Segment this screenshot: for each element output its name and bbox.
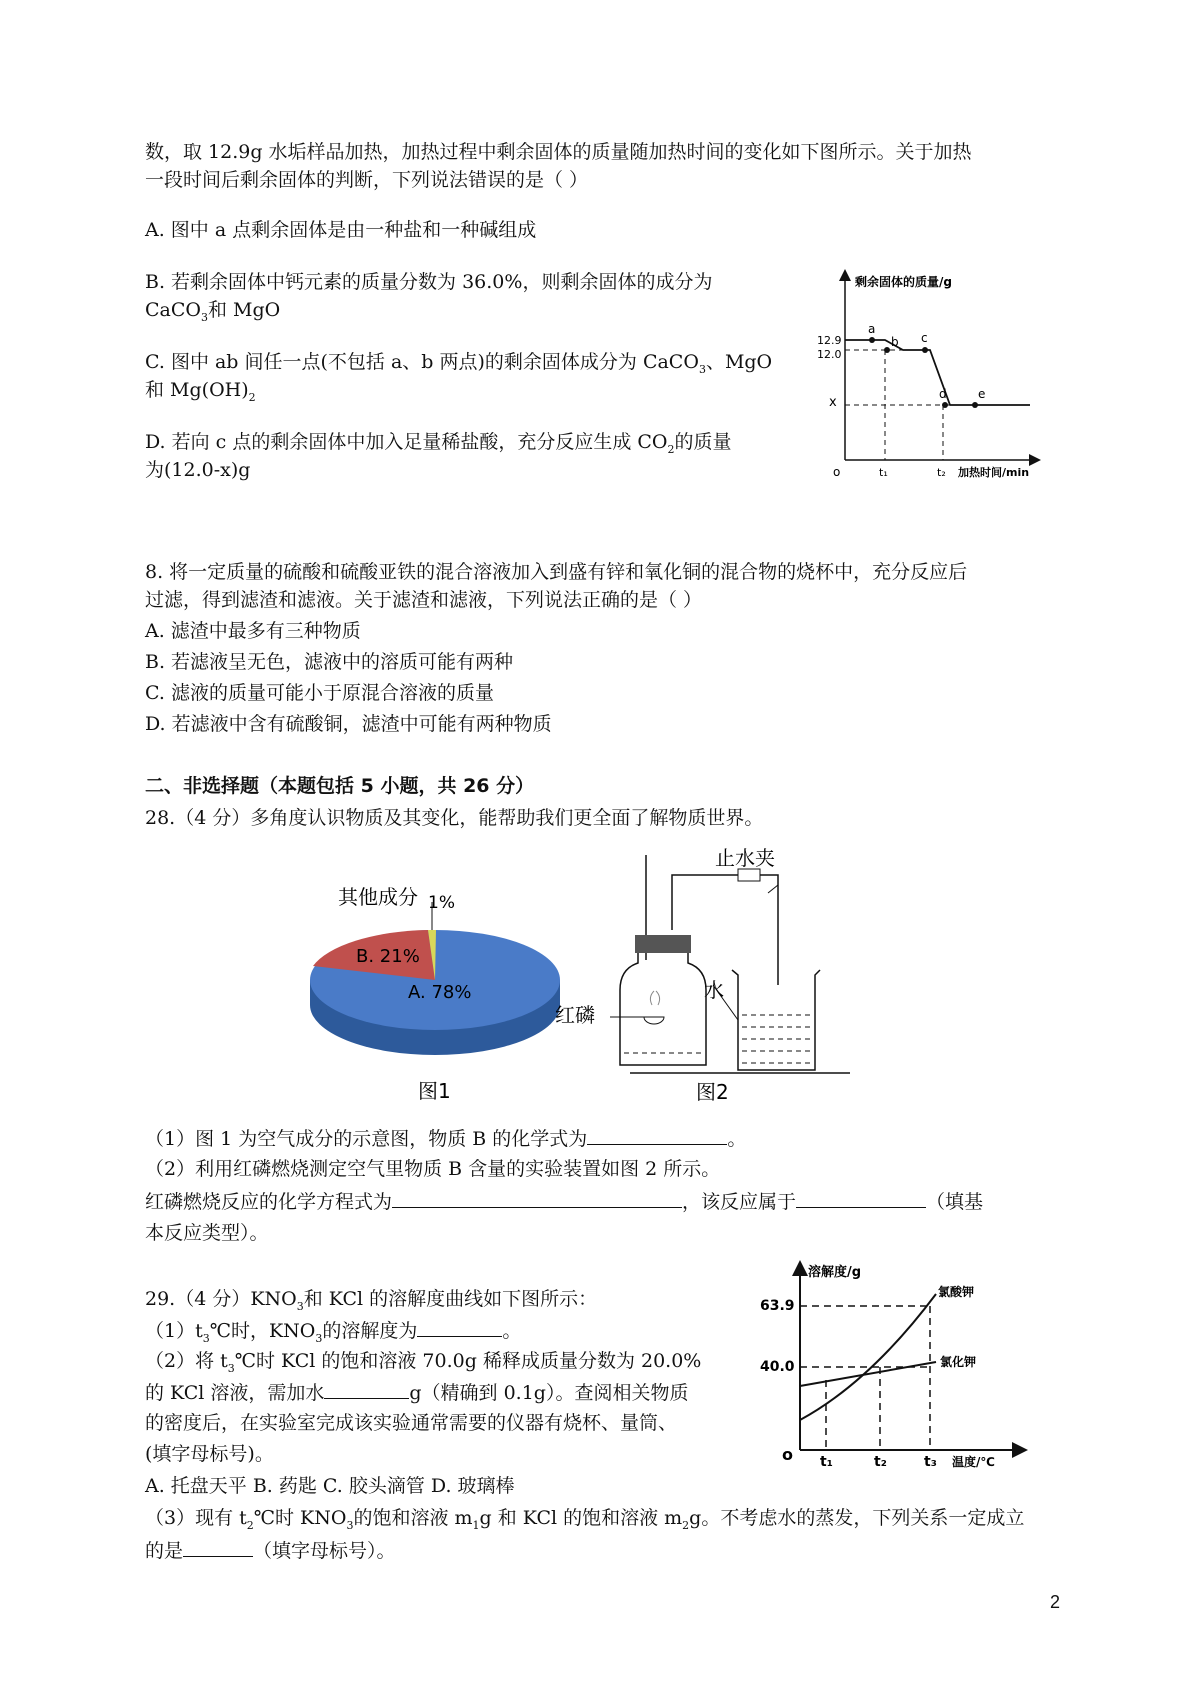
q28-part2: （2）利用红磷燃烧测定空气里物质 B 含量的实验装置如图 2 所示。 — [145, 1158, 721, 1180]
x-tick-t1: t₁ — [820, 1454, 833, 1470]
label-phosphorus: 红磷 — [555, 1003, 595, 1027]
solubility-graph — [760, 1262, 1030, 1472]
y-tick-63.9: 63.9 — [760, 1298, 795, 1314]
glass-tube-down — [755, 875, 778, 985]
answer-blank-water[interactable] — [324, 1380, 409, 1399]
q29-part2-line2: 的 KCl 溶液，需加水 g（精确到 0.1g）。查阅相关物质 — [145, 1382, 689, 1404]
answer-blank-equation[interactable] — [392, 1189, 682, 1208]
x-tick-t2: t₂ — [937, 466, 946, 479]
q29-part1: $(1)t_3℃$时，$KNO_3$的溶解度为 。 — [145, 1320, 522, 1345]
label-other-pct: 1% — [428, 893, 455, 913]
q28-part1: （1）图 1 为空气成分的示意图，物质 B 的化学式为 。 — [145, 1128, 747, 1150]
combustion-spoon — [644, 1017, 664, 1024]
q29-part3-line2: 的是 （填字母标号）。 — [145, 1540, 396, 1562]
curve-kcl — [800, 1362, 936, 1386]
q28-part2-line3: 本反应类型）。 — [145, 1222, 269, 1244]
y-tick-12.0: 12.0 — [817, 348, 842, 361]
q8-option-d: D. 若滤液中含有硫酸铜，滤渣中可能有两种物质 — [145, 713, 552, 735]
stopper — [635, 935, 691, 953]
label-clamp: 止水夹 — [715, 846, 775, 870]
curve-kno3 — [800, 1294, 936, 1420]
y-axis-label: 剩余固体的质量/g — [855, 275, 952, 289]
q7-option-b-line2: CaCO$_3$和 MgO — [145, 299, 281, 324]
q7-line1: 数，取 12.9g 水垢样品加热，加热过程中剩余固体的质量随加热时间的变化如下图所示。关于加热 — [145, 141, 972, 163]
q7-option-c-line2: 和 $Mg(OH)_2$ — [145, 379, 256, 404]
phosphorus-apparatus — [555, 846, 940, 1110]
label-c: c — [921, 331, 928, 345]
origin-label: o — [833, 465, 841, 479]
y-tick-x: x — [829, 395, 837, 410]
mass-time-graph — [815, 270, 1045, 480]
y-axis-label: 溶解度/g — [808, 1265, 862, 1280]
origin-label: o — [782, 1445, 793, 1464]
section-title: 二、非选择题（本题包括 5 小题，共 26 分） — [145, 775, 535, 797]
answer-blank-relation[interactable] — [183, 1538, 253, 1557]
x-axis-label: 加热时间/min — [958, 466, 1030, 479]
label-other: 其他成分 — [338, 885, 418, 909]
x-tick-t1: t₁ — [879, 466, 888, 479]
x-tick-t2: t₂ — [874, 1454, 887, 1470]
fig1-caption: 图1 — [418, 1079, 451, 1103]
label-d: d — [939, 387, 947, 401]
point-c — [922, 347, 928, 353]
jar — [620, 953, 706, 1065]
q7-option-d-line1: D. 若向 c 点的剩余固体中加入足量稀盐酸，充分反应生成 $CO_2$的质量 — [145, 431, 732, 456]
point-e — [972, 402, 978, 408]
label-a: a — [868, 322, 876, 336]
curve1-label: 氯酸钾 — [938, 1285, 975, 1299]
air-composition-pie — [300, 860, 580, 1110]
q29-part3-line1: （3）现有 $t_2℃$时 $KNO_3$的饱和溶液 $m_1g$ 和 KCl 的饱和溶液 $m_2g$。不考虑水的蒸发，下列关系一定成立 — [145, 1507, 1025, 1532]
x-tick-t3: t₃ — [924, 1454, 937, 1470]
label-e: e — [978, 387, 986, 401]
q29-part2-line1: （2）将 $t_3℃$时 KCl 的饱和溶液 70.0g 稀释成质量分数为 20.0% — [145, 1350, 702, 1375]
q29-options: A. 托盘天平 B. 药匙 C. 胶头滴管 D. 玻璃棒 — [145, 1475, 515, 1497]
label-a: A. 78% — [408, 982, 472, 1003]
q7-option-c-line1: C. 图中 ab 间任一点(不包括 a、b 两点)的剩余固体成分为 CaCO$_3$、MgO — [145, 351, 773, 376]
beaker — [732, 970, 820, 1070]
q7-option-a: A. 图中 a 点剩余固体是由一种盐和一种碱组成 — [145, 219, 537, 241]
label-b: B. 21% — [356, 946, 420, 967]
label-water: 水 — [704, 978, 724, 1002]
y-tick-40.0: 40.0 — [760, 1359, 795, 1375]
q29-part2-line3: 的密度后，在实验室完成该实验通常需要的仪器有烧杯、量筒、 — [145, 1412, 678, 1434]
y-tick-12.9: 12.9 — [817, 334, 842, 347]
q7-line2: 一段时间后剩余固体的判断，下列说法错误的是（ ） — [145, 169, 589, 191]
beaker-water — [742, 1015, 811, 1063]
answer-blank-1[interactable] — [587, 1126, 727, 1145]
q28-intro: 28.（4 分）多角度认识物质及其变化，能帮助我们更全面了解物质世界。 — [145, 807, 764, 829]
clamp-icon — [738, 869, 760, 881]
answer-blank-reaction-type[interactable] — [796, 1189, 926, 1208]
glass-tube — [672, 875, 755, 930]
q8-option-c: C. 滤液的质量可能小于原混合溶液的质量 — [145, 682, 494, 704]
q29-part2-line4: (填字母标号)。 — [145, 1443, 274, 1465]
point-b — [884, 347, 890, 353]
page-number: 2 — [1050, 1592, 1061, 1612]
flame-icon — [650, 991, 659, 1005]
point-a — [869, 337, 875, 343]
answer-blank-solubility[interactable] — [417, 1318, 502, 1337]
q8-option-b: B. 若滤液呈无色，滤液中的溶质可能有两种 — [145, 651, 514, 673]
curve2-label: 氯化钾 — [940, 1355, 977, 1369]
q29-intro: 29.（4 分）$KNO_3$和 KCl 的溶解度曲线如下图所示： — [145, 1288, 598, 1313]
label-b: b — [891, 335, 899, 349]
q7-option-d-line2: 为(12.0-x)g — [145, 459, 251, 481]
q7-option-b-line1: B. 若剩余固体中钙元素的质量分数为 36.0%，则剩余固体的成分为 — [145, 271, 713, 293]
q8-line2: 过滤，得到滤渣和滤液。关于滤渣和滤液，下列说法正确的是（ ） — [145, 589, 703, 611]
x-axis-label: 温度/℃ — [952, 1455, 995, 1469]
q8-line1: 8. 将一定质量的硫酸和硫酸亚铁的混合溶液加入到盛有锌和氧化铜的混合物的烧杯中，充分反应后 — [145, 561, 968, 583]
point-d — [942, 402, 948, 408]
q8-option-a: A. 滤渣中最多有三种物质 — [145, 620, 361, 642]
fig2-caption: 图2 — [696, 1080, 729, 1104]
q28-part2-line2: 红磷燃烧反应的化学方程式为 ，该反应属于 （填基 — [145, 1191, 984, 1213]
tube-bend — [768, 885, 778, 893]
